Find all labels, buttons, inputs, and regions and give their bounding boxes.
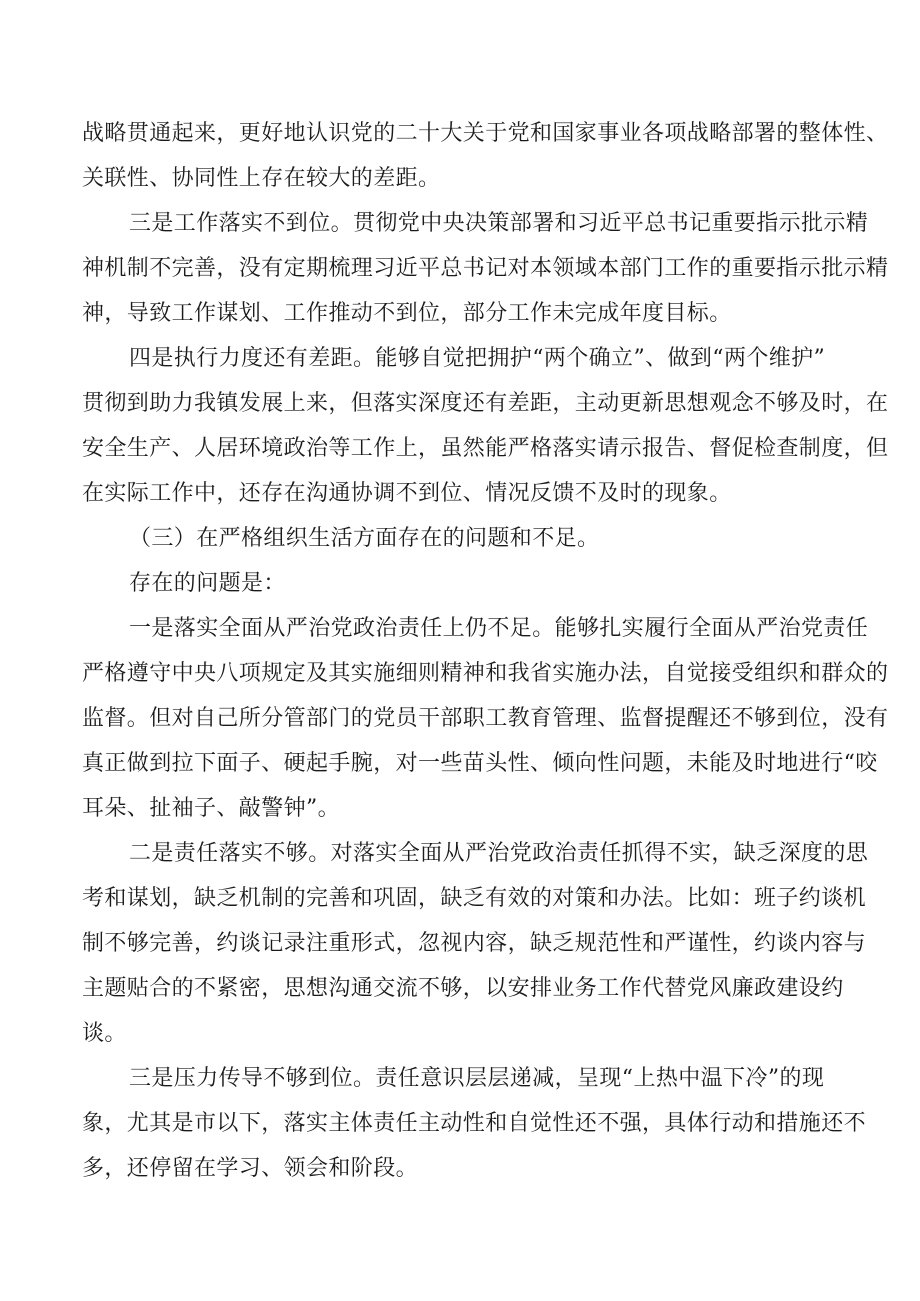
text-line: 严格遵守中央八项规定及其实施细则精神和我省实施办法，自觉接受组织和群众的 (82, 661, 889, 686)
text-line: 制不够完善，约谈记录注重形式，忽视内容，缺乏规范性和严谨性，约谈内容与 (82, 931, 867, 956)
text-line: 真正做到拉下面子、硬起手腕，对一些苗头性、倾向性问题，未能及时地进行“咬 (82, 751, 878, 776)
text-line: 神，导致工作谋划、工作推动不到位，部分工作未完成年度目标。 (82, 301, 732, 326)
text-line: 神机制不完善，没有定期梳理习近平总书记对本领域本部门工作的重要指示批示精 (82, 256, 889, 281)
text-line: 二是责任落实不够。对落实全面从严治党政治责任抓得不实，缺乏深度的思 (129, 841, 869, 866)
text-line: 监督。但对自己所分管部门的党员干部职工教育管理、监督提醒还不够到位，没有 (82, 706, 889, 731)
text-line: 贯彻到助力我镇发展上来，但落实深度还有差距，主动更新思想观念不够及时，在 (82, 391, 889, 416)
section-heading: （三）在严格组织生活方面存在的问题和不足。 (129, 526, 600, 551)
text-line: 四是执行力度还有差距。能够自觉把拥护“两个确立”、做到“两个维护” (129, 346, 826, 371)
text-line: 一是落实全面从严治党政治责任上仍不足。能够扎实履行全面从严治党责任 (129, 616, 869, 641)
text-line: 耳朵、扯袖子、敲警钟”。 (82, 796, 341, 821)
text-line: 安全生产、人居环境政治等工作上，虽然能严格落实请示报告、督促检查制度，但 (82, 436, 889, 461)
text-line: 谈。 (82, 1021, 127, 1046)
text-line: 多，还停留在学习、领会和阶段。 (82, 1156, 419, 1181)
text-line: 三是压力传导不够到位。责任意识层层递减，呈现“上热中温下冷”的现 (129, 1066, 825, 1091)
text-line: 战略贯通起来，更好地认识党的二十大关于党和国家事业各项战略部署的整体性、 (82, 121, 889, 146)
text-line: 在实际工作中，还存在沟通协调不到位、情况反馈不及时的现象。 (82, 481, 732, 506)
text-line: 关联性、协同性上存在较大的差距。 (82, 166, 441, 191)
text-line: 象，尤其是市以下，落实主体责任主动性和自觉性还不强，具体行动和措施还不 (82, 1111, 867, 1136)
text-line: 主题贴合的不紧密，思想沟通交流不够，以安排业务工作代替党风廉政建设约 (82, 976, 844, 1001)
text-line: 三是工作落实不到位。贯彻党中央决策部署和习近平总书记重要指示批示精 (129, 211, 869, 236)
text-line: 考和谋划，缺乏机制的完善和巩固，缺乏有效的对策和办法。比如：班子约谈机 (82, 886, 867, 911)
text-line: 存在的问题是： (129, 571, 286, 596)
